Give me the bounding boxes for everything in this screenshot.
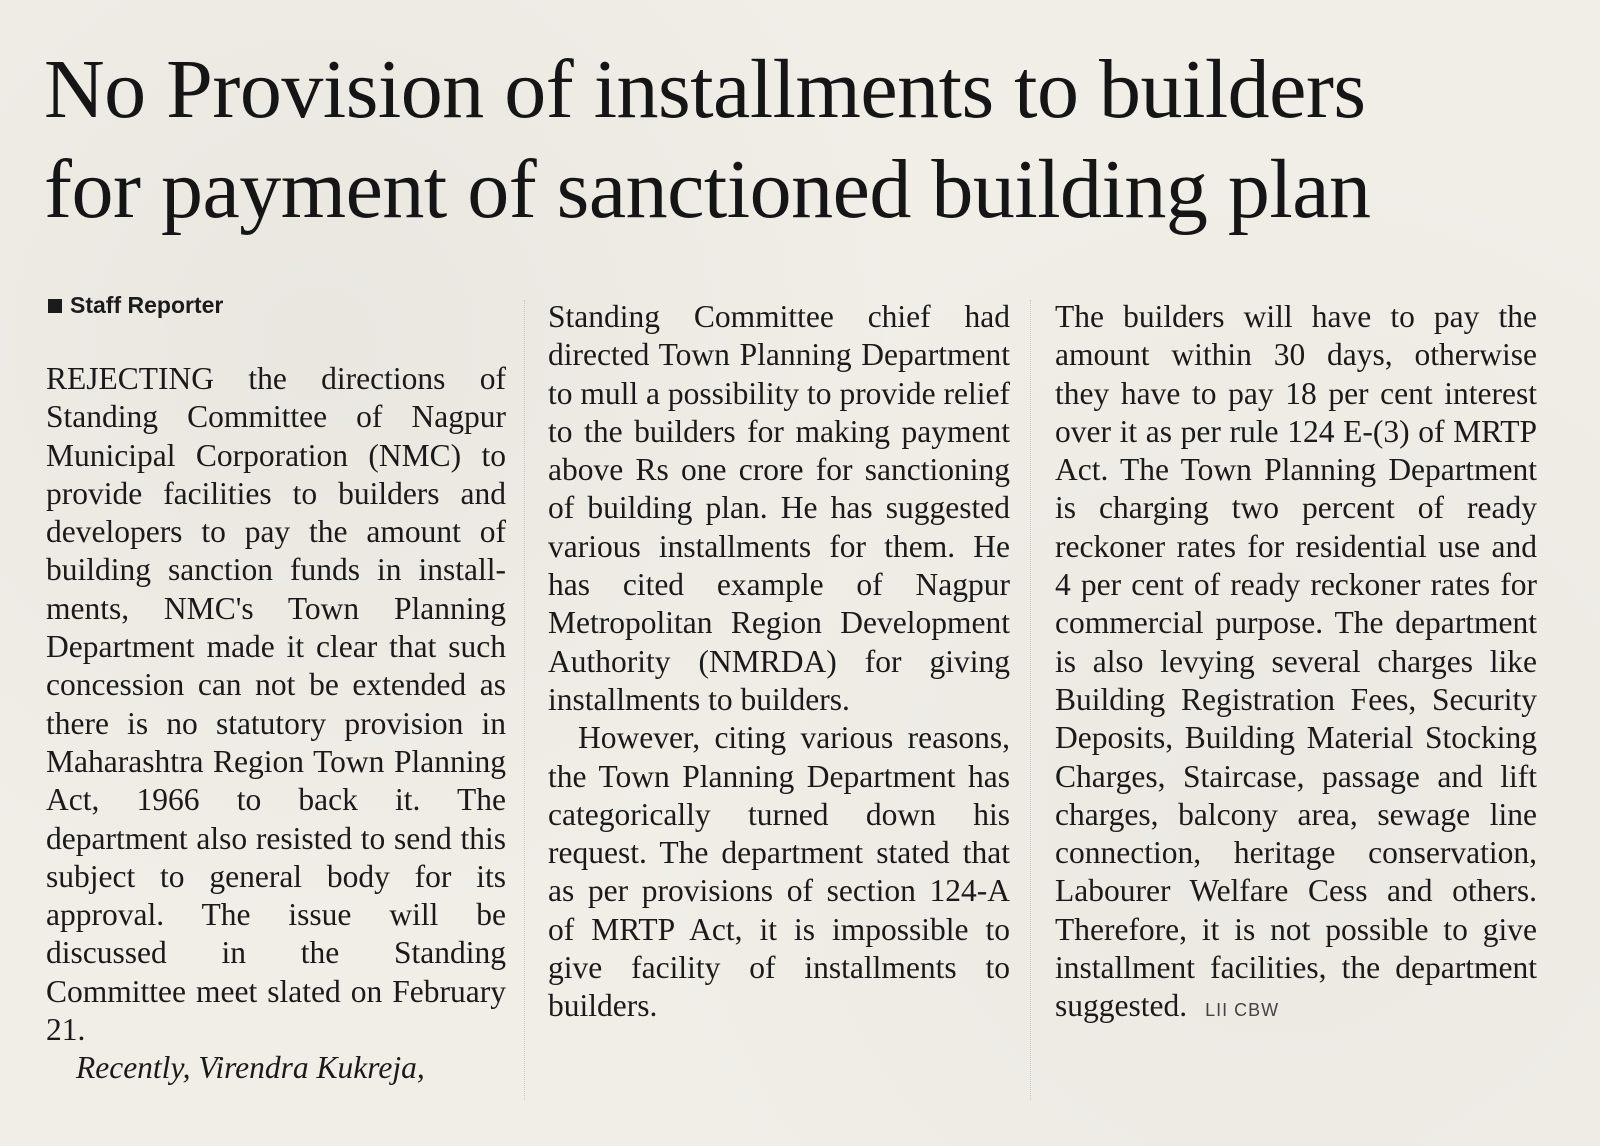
headline-line-2: for payment of sanctioned building plan — [44, 143, 1371, 236]
article-column-2 — [548, 298, 1010, 1026]
paragraph-text: The builders will have to pay the amount within 30 days, otherwise they have to pay 18 per cent interest over it as per rule 124 E-(3) of MRTP Act. The Town Planning Department is charging two percent of ready reckoner rates for residential use and 4 per cent of ready reckoner rates for commercial purpose. The department is also levying several charges like Building Registration Fees, Security Deposits, Building Material Stocking Charges, Staircase, passage and lift charges, balcony area, sewage line connection, heritage conservation, Labourer Welfare Cess and others. Therefore, it is not possible to give installment facilities, the department suggested. — [1055, 299, 1537, 1024]
headline-line-1: No Provision of installments to builders — [44, 43, 1366, 136]
paragraph: However, citing various reasons, the Town Planning Department has categorically turned down his request. The department stated that as per provisions of section 124-A of MRTP Act, it is impossible to give facility of installments to builders. — [548, 720, 1010, 1024]
headline — [44, 40, 1564, 240]
article-column-1 — [46, 360, 506, 1088]
paragraph: Recently, Virendra Kukreja, — [76, 1050, 425, 1086]
byline-bullet-icon — [48, 299, 62, 313]
column-divider — [1030, 300, 1031, 1100]
paragraph — [1055, 298, 1537, 1030]
byline — [48, 292, 223, 319]
byline-text: Staff Reporter — [70, 292, 224, 318]
credit-code: LII CBW — [1205, 1000, 1280, 1021]
column-divider — [524, 300, 525, 1100]
paragraph: REJECTING the directions of Standing Committee of Nagpur Municipal Corporation (NMC) to provide facilities to builders and developers to pay the amount of building sanction funds in installments, NMC's Town Planning Department made it clear that such concession can not be extended as there is no statutory provision in Maharashtra Region Town Planning Act, 1966 to back it. The department also resisted to send this subject to general body for its approval. The issue will be discussed in the Standing Committee meet slated on February 21. — [46, 361, 506, 1048]
article-column-3 — [1055, 298, 1537, 1030]
paragraph: Standing Committee chief had directed Town Planning Department to mull a possibility to provide relief to the builders for making payment above Rs one crore for sanctioning of building plan. He has suggested various installments for them. He has cited example of Nagpur Metropolitan Region Development Authority (NMRDA) for giving installments to builders. — [548, 299, 1010, 717]
